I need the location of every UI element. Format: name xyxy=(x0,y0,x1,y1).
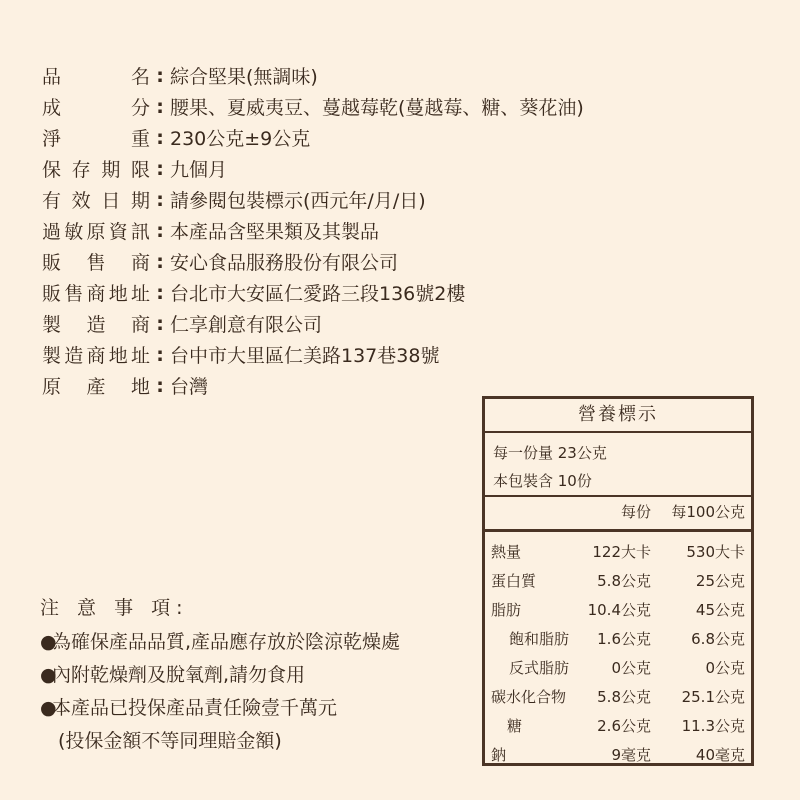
nutrient-name: 熱量 xyxy=(491,543,522,561)
nutrient-name: 飽和脂肪 xyxy=(509,630,570,648)
header-col-per-serving: 每份 xyxy=(620,503,651,521)
info-label-char: 售 xyxy=(86,252,106,274)
nutrient-name: 碳水化合物 xyxy=(491,688,567,706)
header-col-per-100g: 每100公克 xyxy=(671,503,745,521)
info-value: 本產品含堅果類及其製品 xyxy=(170,221,380,243)
info-colon: : xyxy=(156,126,164,149)
info-colon: : xyxy=(156,312,164,335)
bullet-icon: ● xyxy=(40,664,57,686)
info-label-char: 製 xyxy=(42,314,62,336)
info-label-char: 期 xyxy=(101,159,121,181)
note-text: 本產品已投保產品責任險壹千萬元 xyxy=(52,697,338,719)
nutrient-name: 反式脂肪 xyxy=(509,659,570,677)
per-100g-value: 11.3公克 xyxy=(681,717,745,735)
info-colon: : xyxy=(156,157,164,180)
note-text: 內附乾燥劑及脫氧劑,請勿食用 xyxy=(52,664,306,686)
info-label-char: 有 xyxy=(42,190,62,212)
info-value: 230公克±9公克 xyxy=(170,128,311,150)
info-label xyxy=(42,248,150,275)
serving-size: 每一份量 23公克 xyxy=(493,444,607,462)
info-label xyxy=(42,279,150,306)
per-100g-value: 0公克 xyxy=(705,659,745,677)
per-serving-value: 2.6公克 xyxy=(597,717,651,735)
notes-section xyxy=(40,594,400,758)
per-serving-value: 9毫克 xyxy=(611,746,651,764)
info-label-char: 原 xyxy=(86,221,106,243)
per-100g-value: 40毫克 xyxy=(695,746,745,764)
per-serving-value: 0公克 xyxy=(611,659,651,677)
info-row xyxy=(42,277,584,308)
info-label-char: 造 xyxy=(64,345,84,367)
nutrition-header-row xyxy=(485,497,751,532)
nutrition-row xyxy=(485,654,751,683)
nutrition-row xyxy=(485,683,751,712)
product-info-list xyxy=(42,60,584,401)
nutrient-name: 鈉 xyxy=(491,746,507,764)
info-label-char: 原 xyxy=(42,376,62,398)
info-colon: : xyxy=(156,188,164,211)
per-serving-value: 122大卡 xyxy=(592,543,651,561)
info-label-char: 訊 xyxy=(130,221,150,243)
per-serving-value: 1.6公克 xyxy=(597,630,651,648)
nutrition-row xyxy=(485,741,751,770)
info-value: 台灣 xyxy=(170,376,209,398)
nutrition-row xyxy=(485,596,751,625)
per-100g-value: 6.8公克 xyxy=(691,630,745,648)
info-label-char: 地 xyxy=(108,283,128,305)
info-label-char: 造 xyxy=(86,314,106,336)
notes-title: 注 意 事 項: xyxy=(40,597,189,619)
nutrient-name: 糖 xyxy=(507,717,523,735)
info-row xyxy=(42,122,584,153)
info-label-char: 重 xyxy=(130,128,150,150)
per-100g-value: 25.1公克 xyxy=(681,688,745,706)
info-label xyxy=(42,186,150,213)
info-label xyxy=(42,124,150,151)
info-row xyxy=(42,91,584,122)
info-value: 請參閱包裝標示(西元年/月/日) xyxy=(170,190,426,212)
info-row xyxy=(42,246,584,277)
info-label xyxy=(42,341,150,368)
info-value: 綜合堅果(無調味) xyxy=(170,66,318,88)
info-value: 安心食品服務股份有限公司 xyxy=(170,252,399,274)
nutrition-row xyxy=(485,538,751,567)
per-serving-value: 5.8公克 xyxy=(597,572,651,590)
info-label-char: 保 xyxy=(42,159,62,181)
info-label xyxy=(42,217,150,244)
info-label-char: 過 xyxy=(42,221,62,243)
note-item xyxy=(40,692,400,725)
info-row xyxy=(42,60,584,91)
info-label xyxy=(42,310,150,337)
info-value: 仁享創意有限公司 xyxy=(170,314,323,336)
info-label-char: 售 xyxy=(64,283,84,305)
nutrient-name: 脂肪 xyxy=(491,601,522,619)
info-value: 九個月 xyxy=(170,159,228,181)
servings-per-package: 本包裝含 10份 xyxy=(493,472,592,490)
info-label-char: 日 xyxy=(101,190,121,212)
info-label-char: 限 xyxy=(130,159,150,181)
per-100g-value: 45公克 xyxy=(695,601,745,619)
info-label-char: 販 xyxy=(42,252,62,274)
nutrition-row xyxy=(485,567,751,596)
bullet-icon: ● xyxy=(40,631,57,653)
info-label-char: 效 xyxy=(71,190,91,212)
info-label xyxy=(42,93,150,120)
info-value: 台中市大里區仁美路137巷38號 xyxy=(170,345,440,367)
per-serving-value: 10.4公克 xyxy=(587,601,651,619)
per-100g-value: 25公克 xyxy=(695,572,745,590)
info-label-char: 品 xyxy=(42,66,62,88)
nutrient-name: 蛋白質 xyxy=(491,572,537,590)
info-label-char: 資 xyxy=(108,221,128,243)
per-serving-value: 5.8公克 xyxy=(597,688,651,706)
nutrition-facts-table xyxy=(482,396,754,766)
info-label-char: 地 xyxy=(108,345,128,367)
per-100g-value: 530大卡 xyxy=(686,543,745,561)
info-colon: : xyxy=(156,219,164,242)
info-colon: : xyxy=(156,250,164,273)
info-label-char: 商 xyxy=(130,252,150,274)
info-label-char: 產 xyxy=(86,376,106,398)
info-label-char: 期 xyxy=(130,190,150,212)
note-item xyxy=(40,626,400,659)
info-colon: : xyxy=(156,64,164,87)
info-label-char: 址 xyxy=(130,283,150,305)
info-label-char: 分 xyxy=(130,97,150,119)
info-colon: : xyxy=(156,281,164,304)
info-label-char: 商 xyxy=(86,345,106,367)
info-label-char: 淨 xyxy=(42,128,62,150)
info-label xyxy=(42,155,150,182)
info-label xyxy=(42,372,150,399)
info-label-char: 地 xyxy=(130,376,150,398)
nutrition-serving-info xyxy=(485,433,751,497)
nutrition-title: 營養標示 xyxy=(485,399,751,433)
info-colon: : xyxy=(156,95,164,118)
info-label-char: 址 xyxy=(130,345,150,367)
nutrition-body xyxy=(485,532,751,770)
info-label-char: 製 xyxy=(42,345,62,367)
info-row xyxy=(42,308,584,339)
info-label-char: 成 xyxy=(42,97,62,119)
info-label xyxy=(42,62,150,89)
info-label-char: 名 xyxy=(130,66,150,88)
note-item xyxy=(40,659,400,692)
info-colon: : xyxy=(156,343,164,366)
info-label-char: 商 xyxy=(130,314,150,336)
info-label-char: 販 xyxy=(42,283,62,305)
info-label-char: 敏 xyxy=(64,221,84,243)
nutrition-row xyxy=(485,625,751,654)
nutrition-row xyxy=(485,712,751,741)
bullet-icon: ● xyxy=(40,697,57,719)
info-value: 腰果、夏威夷豆、蔓越莓乾(蔓越莓、糖、葵花油) xyxy=(170,97,584,119)
info-label-char: 存 xyxy=(71,159,91,181)
info-row xyxy=(42,184,584,215)
info-row xyxy=(42,215,584,246)
note-insurance-sub: (投保金額不等同理賠金額) xyxy=(58,730,282,752)
info-value: 台北市大安區仁愛路三段136號2樓 xyxy=(170,283,466,305)
note-text: 為確保產品品質,產品應存放於陰涼乾燥處 xyxy=(52,631,401,653)
info-colon: : xyxy=(156,374,164,397)
info-row xyxy=(42,339,584,370)
info-label-char: 商 xyxy=(86,283,106,305)
info-row xyxy=(42,153,584,184)
header-col-name xyxy=(485,497,581,529)
